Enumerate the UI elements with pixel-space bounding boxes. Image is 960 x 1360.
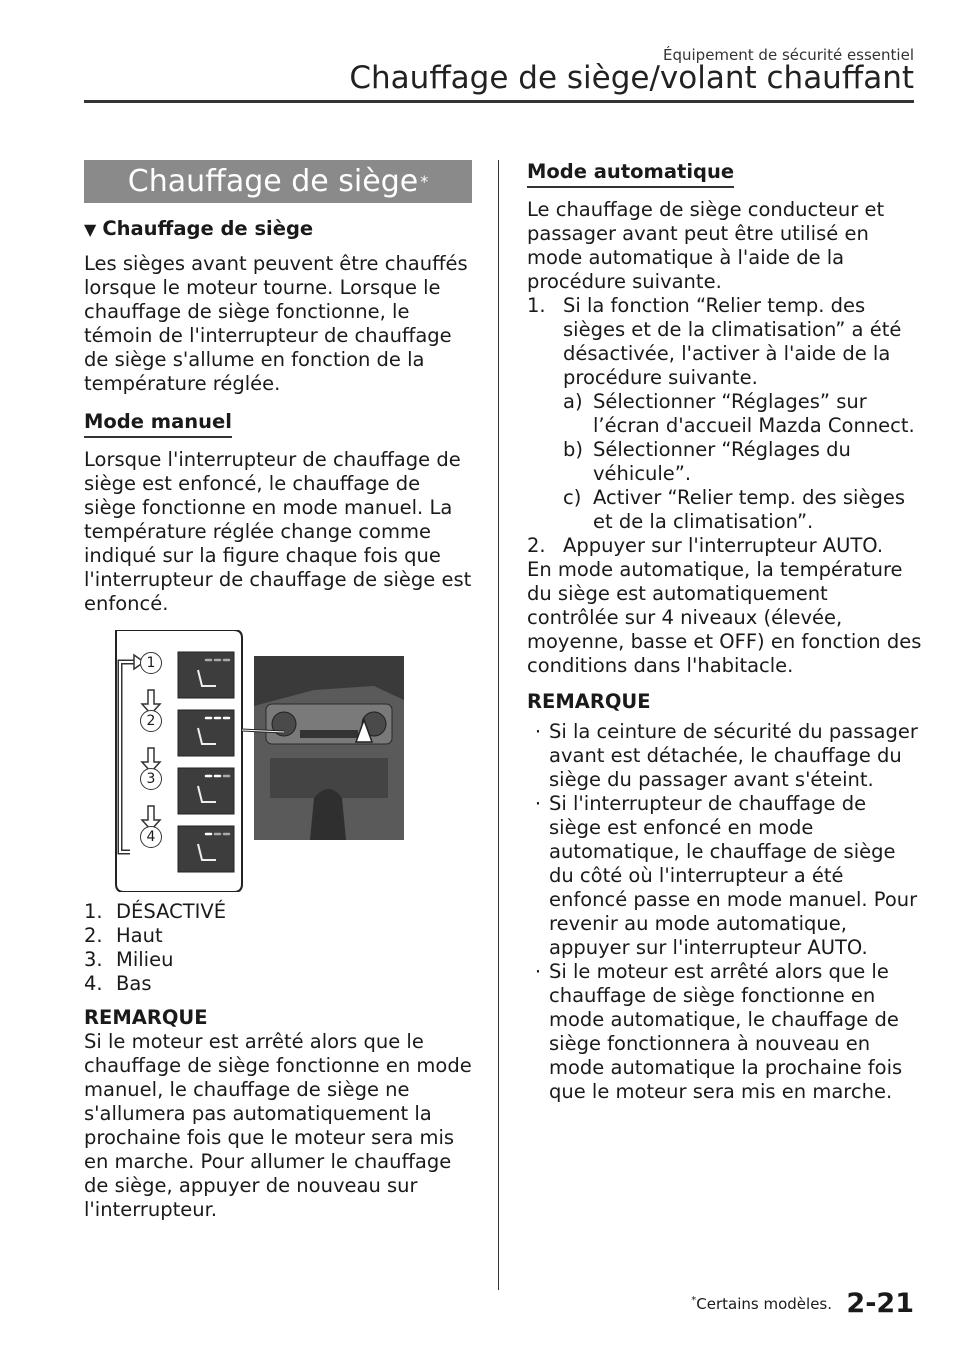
list-item: · Si la ceinture de sécurité du passager avant est détachée, le chauffage du siège du passager avant s'éteint. — [527, 720, 922, 792]
left-column — [84, 160, 472, 1222]
bullet-icon: · — [534, 960, 542, 983]
page-number: 2-21 — [846, 1288, 914, 1319]
figure-callout-3: 3 — [140, 768, 162, 790]
remark-text: Si le moteur est arrêté alors que le chauffage de siège fonctionne en mode manuel, le chauffage de siège ne s'allumera pas automatiquement la prochaine fois que le moteur sera mis en marche. Pour allumer le chauffage de siège, appuyer de nouveau sur l'interrupteur. — [84, 1030, 472, 1221]
list-item: 1. DÉSACTIVÉ — [84, 900, 227, 923]
list-item: · Si le moteur est arrêté alors que le chauffage de siège fonctionne en mode automatique, le chauffage de siège fonctionnera à nouveau en mode automatique la prochaine fois que le moteur sera mis en marche. — [527, 960, 922, 1104]
banner-mark: * — [420, 171, 429, 191]
figure-legend — [84, 900, 472, 996]
list-item: 2. Haut — [84, 924, 163, 947]
bullet-icon: · — [534, 792, 542, 815]
footnote: *Certains modèles. — [691, 1295, 832, 1313]
remark-heading: REMARQUE — [84, 1006, 208, 1029]
figure-callout-1: 1 — [140, 652, 162, 674]
list-item: 2. Appuyer sur l'interrupteur AUTO. — [527, 534, 884, 557]
remark-heading-right: REMARQUE — [527, 690, 651, 713]
subsection-heading-text: Chauffage de siège — [102, 217, 314, 240]
right-column — [527, 160, 922, 1104]
auto-mode-intro: Le chauffage de siège conducteur et passager avant peut être utilisé en mode automatique à l'aide de la procédure suivante. — [527, 198, 885, 293]
column-divider — [498, 160, 499, 1290]
manual-mode-heading: Mode manuel — [84, 410, 232, 438]
seat-heater-figure — [84, 630, 472, 892]
header-title: Chauffage de siège/volant chauffant — [349, 60, 914, 96]
list-item: 1. Si la fonction “Relier temp. des sièges et de la climatisation” a été désactivée, l'activer à l'aide de la procédure suivante. a) Sélectionner “Réglages” sur l’écran d'accueil Mazda Connect. b) Sélectionner “Réglages du véhicule”. c) Activer “Relier temp. des sièges et de la climatisation”. — [527, 294, 922, 534]
intro-paragraph: Les sièges avant peuvent être chauffés lorsque le moteur tourne. Lorsque le chauffage de siège fonctionne, le témoin de l'interrupteur de chauffage de siège s'allume en fonction de la température réglée. — [84, 252, 468, 395]
header-rule — [84, 100, 914, 103]
header-section: Équipement de sécurité essentiel — [663, 46, 914, 64]
procedure-steps — [527, 294, 922, 558]
auto-mode-text: En mode automatique, la température du siège est automatiquement contrôlée sur 4 niveaux (élevée, moyenne, basse et OFF) en fonction des conditions dans l'habitacle. — [527, 558, 922, 677]
list-item: · Si l'interrupteur de chauffage de siège est enfoncé en mode automatique, le chauffage de siège du côté où l'interrupteur a été enfoncé passe en mode manuel. Pour revenir au mode automatique, appuyer sur l'interrupteur AUTO. — [527, 792, 922, 960]
remark-bullets — [527, 720, 922, 1104]
manual-mode-text: Lorsque l'interrupteur de chauffage de siège est enfoncé, le chauffage de siège fonctionne en mode manuel. La température réglée change comme indiqué sur la figure chaque fois que l'interrupteur de chauffage de siège est enfoncé. — [84, 448, 472, 615]
list-item: c) Activer “Relier temp. des sièges et de la climatisation”. — [563, 486, 906, 533]
figure-callout-4: 4 — [140, 826, 162, 848]
subsection-heading — [84, 217, 472, 242]
procedure-substeps — [563, 390, 922, 534]
triangle-icon: ▼ — [84, 220, 97, 239]
list-item: a) Sélectionner “Réglages” sur l’écran d'accueil Mazda Connect. — [563, 390, 915, 437]
list-item: 4. Bas — [84, 972, 152, 995]
banner-title: Chauffage de siège — [127, 163, 419, 199]
bullet-icon: · — [534, 720, 542, 743]
auto-mode-heading: Mode automatique — [527, 160, 734, 188]
list-item: b) Sélectionner “Réglages du véhicule”. — [563, 438, 851, 485]
figure-callout-2: 2 — [140, 710, 162, 732]
list-item: 3. Milieu — [84, 948, 174, 971]
section-banner — [84, 160, 472, 203]
